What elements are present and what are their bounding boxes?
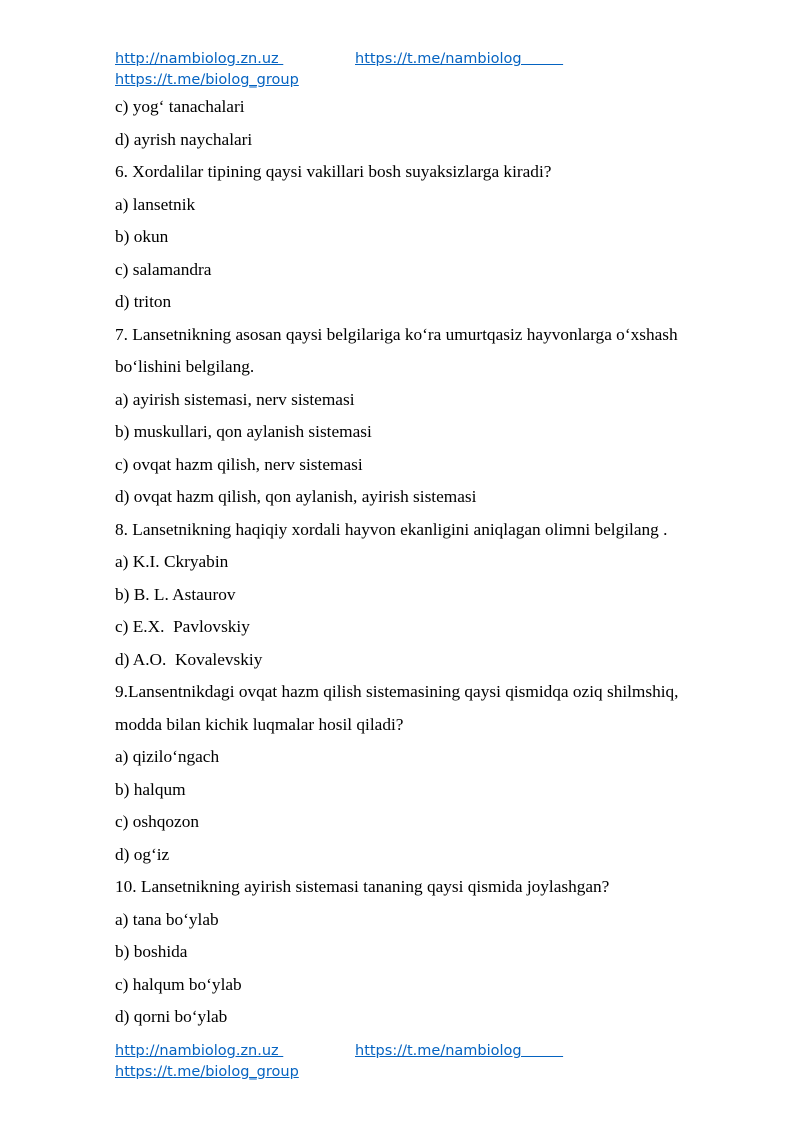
answer-option: a) tana bo‘ylab: [115, 909, 219, 929]
answer-option: d) A.O. Kovalevskiy: [115, 649, 263, 669]
answer-option: c) yog‘ tanachalari: [115, 97, 245, 116]
answer-option: b) okun: [115, 227, 169, 246]
answer-option: b) halqum: [115, 779, 186, 799]
question-text: 7. Lansetnikning asosan qaysi belgilariga ko‘ra umurtqasiz hayvonlarga o‘xshash: [115, 324, 678, 344]
answer-option: c) salamandra: [115, 259, 212, 279]
header-link-nambiolog-site[interactable]: http://nambiolog.zn.uz: [115, 51, 284, 67]
header-link-telegram-biolog-group[interactable]: https://t.me/biolog_group: [115, 72, 299, 88]
answer-option: a) K.I. Ckryabin: [115, 552, 229, 571]
answer-option: c) halqum bo‘ylab: [115, 974, 242, 994]
answer-option: d) ovqat hazm qilish, qon aylanish, ayirish sistemasi: [115, 487, 477, 506]
answer-option: d) qorni bo‘ylab: [115, 1007, 228, 1026]
answer-option: a) lansetnik: [115, 194, 196, 214]
answer-option: d) ayrish naychalari: [115, 129, 253, 149]
footer-link-telegram-biolog-group[interactable]: https://t.me/biolog_group: [115, 1064, 299, 1080]
question-text-continued: bo‘lishini belgilang.: [115, 357, 255, 376]
answer-option: b) boshida: [115, 942, 188, 961]
answer-option: b) muskullari, qon aylanish sistemasi: [115, 422, 372, 441]
answer-option: a) ayirish sistemasi, nerv sistemasi: [115, 389, 355, 409]
question-text: 8. Lansetnikning haqiqiy xordali hayvon ekanligini aniqlagan olimni belgilang .: [115, 519, 668, 539]
question-text: 9.Lansentnikdagi ovqat hazm qilish sistemasining qaysi qismidqa oziq shilmshiq,: [115, 682, 679, 701]
answer-option: c) ovqat hazm qilish, nerv sistemasi: [115, 454, 363, 474]
answer-option: a) qizilo‘ngach: [115, 747, 220, 766]
answer-option: c) E.X. Pavlovskiy: [115, 617, 250, 636]
header-link-telegram-nambiolog[interactable]: https://t.me/nambiolog: [355, 51, 564, 67]
answer-option: d) triton: [115, 292, 172, 311]
footer-link-nambiolog-site[interactable]: http://nambiolog.zn.uz: [115, 1043, 284, 1059]
answer-option: d) og‘iz: [115, 844, 170, 864]
footer-link-telegram-nambiolog[interactable]: https://t.me/nambiolog: [355, 1043, 564, 1059]
question-text: 10. Lansetnikning ayirish sistemasi tananing qaysi qismida joylashgan?: [115, 877, 610, 896]
answer-option: c) oshqozon: [115, 812, 199, 831]
question-text: 6. Xordalilar tipining qaysi vakillari bosh suyaksizlarga kiradi?: [115, 162, 552, 181]
answer-option: b) B. L. Astaurov: [115, 584, 236, 604]
question-text-continued: modda bilan kichik luqmalar hosil qiladi?: [115, 714, 404, 734]
document-body: [115, 91, 745, 1034]
